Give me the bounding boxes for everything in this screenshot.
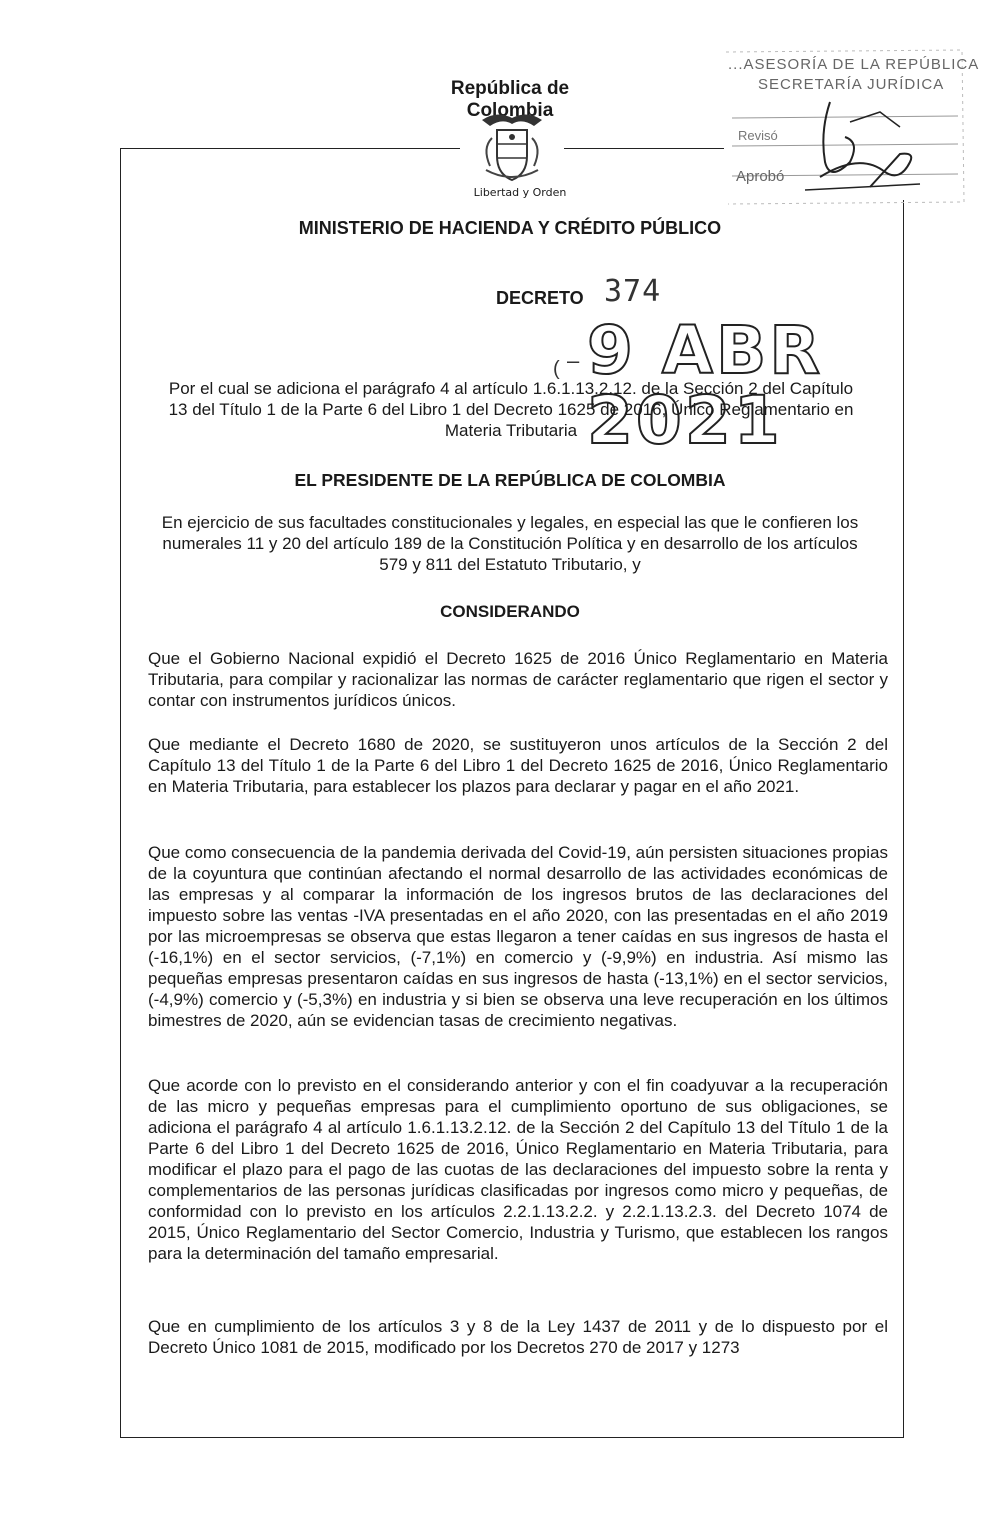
stamp-line-3: Revisó — [738, 128, 778, 143]
paragraph-4: Que acorde con lo previsto en el considerando anterior y con el fin coadyuvar a la recuperación de las micro y pequeñas empresas para el cumplimiento oportuno de sus obligaciones, se adiciona el parágrafo 4 al artículo 1.6.1.13.2.12. de la Sección 2 del Capítulo 13 del Título 1 de la Parte 6 del Libro 1 del Decreto 1625 de 2016, Único Reglamentario en Materia Tributaria, para modificar el plazo para el pago de las cuotas de las declaraciones del impuesto sobre la renta y complementarios de las personas jurídicas clasificadas por ingresos como micro y pequeñas, de conformidad con lo previsto en los artículos 2.2.1.13.2.2. y 2.2.1.13.2.3. del Decreto 1074 de 2015, Único Reglamentario del Sector Comercio, Industria y Turismo, que establecen los rangos para la determinación del tamaño empresarial. — [148, 1076, 888, 1263]
considerando-heading: CONSIDERANDO — [440, 602, 580, 621]
country-name: República de — [450, 78, 570, 99]
paragraph-1: Que el Gobierno Nacional expidió el Decreto 1625 de 2016 Único Reglamentario en Materia Tributaria, para compilar y racionalizar las normas de carácter reglamentario que rigen el sector y contar con instrumentos jurídicos únicos. — [148, 649, 888, 710]
decree-number: 374 — [604, 274, 662, 309]
date-open-paren: ( — [553, 358, 560, 380]
frame-left — [120, 148, 121, 1438]
stamp-line-1: ...ASESORÍA DE LA REPÚBLICA — [728, 56, 980, 73]
decree-subject: Por el cual se adiciona el parágrafo 4 al artículo 1.6.1.13.2.12. de la Sección 2 del Capítulo 13 del Título 1 de la Parte 6 del Libro 1 del Decreto 1625 de 2016, Único Reglamentario en Materia Tributaria — [168, 379, 854, 440]
stamp-line-2: SECRETARÍA JURÍDICA — [758, 76, 945, 93]
date-dash: – — [567, 348, 580, 373]
ministry-title: MINISTERIO DE HACIENDA Y CRÉDITO PÚBLICO — [298, 218, 722, 238]
decree-date-stamp: 9 ABR 2021 — [587, 312, 824, 459]
frame-top-left — [120, 148, 460, 149]
decree-label: DECRETO — [496, 288, 584, 308]
powers-paragraph: En ejercicio de sus facultades constitucionales y legales, en especial las que le confieren los numerales 11 y 20 del artículo 189 de la Constitución Política y en desarrollo de los artículos 579 y 811 del Estatuto Tributario, y — [161, 513, 859, 574]
paragraph-3: Que como consecuencia de la pandemia derivada del Covid-19, aún persisten situaciones propias de la coyuntura que continúan afectando el normal desarrollo de las actividades económicas de las empresas y al comparar la información de los ingresos brutos de las declaraciones del impuesto sobre las ventas -IVA presentadas en el año 2020, con las presentadas en el año 2019 por las microempresas se observa que estas llegaron a tener caídas en sus ingresos de hasta el (-16,1%) en el sector servicios, (-7,1%) en comercio y (-9,9%) en industria. Así mismo las pequeñas empresas presentaron caídas en sus ingresos de hasta (-13,1%) en el sector servicios, (-4,9%) comercio y (-5,3%) en industria y si bien se observa una leve recuperación en los últimos bimestres de 2020, aún se evidencian tasas de crecimiento negativas. — [148, 843, 888, 1030]
motto: Libertad y Orden — [473, 186, 567, 199]
stamp-line-4: Aprobó — [736, 168, 785, 185]
president-heading: EL PRESIDENTE DE LA REPÚBLICA DE COLOMBIA — [294, 470, 726, 490]
frame-top-right — [564, 148, 724, 149]
frame-bottom — [120, 1437, 904, 1438]
paragraph-5: Que en cumplimiento de los artículos 3 y 8 de la Ley 1437 de 2011 y de lo dispuesto por el Decreto Único 1081 de 2015, modificado por los Decretos 270 de 2017 y 1273 — [148, 1317, 888, 1357]
country-name-line2: Colombia — [466, 100, 554, 121]
signature-icon — [790, 92, 930, 202]
paragraph-2: Que mediante el Decreto 1680 de 2020, se sustituyeron unos artículos de la Sección 2 del Capítulo 13 del Título 1 de la Parte 6 del Libro 1 del Decreto 1625 de 2016, Único Reglamentario en Materia Tributaria, para establecer los plazos para declarar y pagar en el año 2021. — [148, 735, 888, 796]
coat-of-arms-icon — [462, 108, 562, 188]
